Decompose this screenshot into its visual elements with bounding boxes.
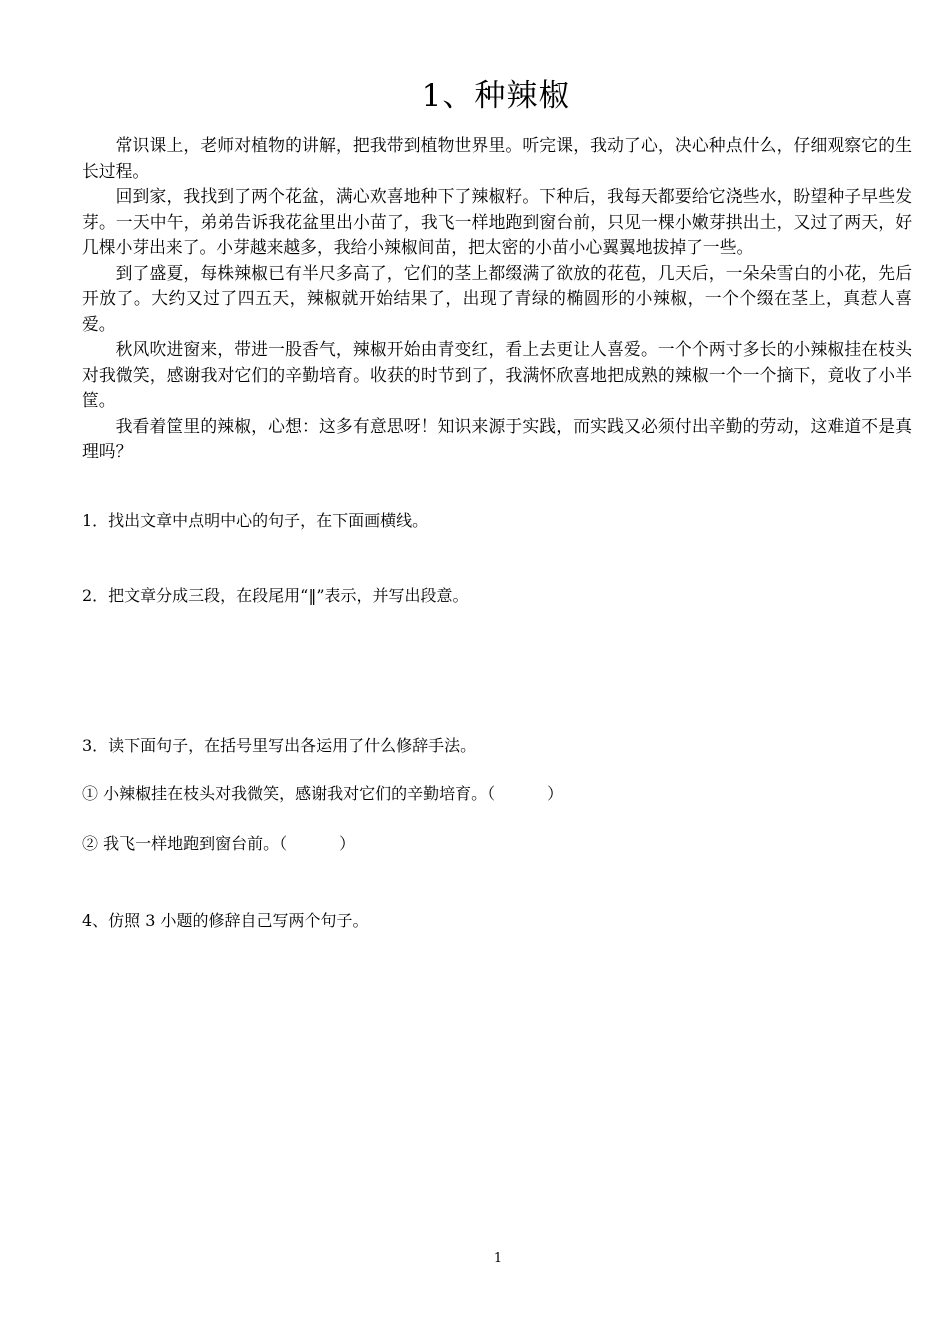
page-title: 1、种辣椒 [421,78,571,114]
question-1: 1．找出文章中点明中心的句子，在下面画横线。 [82,511,429,530]
sentence-1-close: ） [547,784,564,803]
question-4: 4、仿照 3 小题的修辞自己写两个句子。 [82,911,369,930]
sentence-2-close: ） [339,834,356,853]
page-number: 1 [493,1251,503,1266]
article-paragraph: 回到家，我找到了两个花盆，满心欢喜地种下了辣椒籽。下种后，我每天都要给它浇些水，盼望种子早些发芽。一天中午，弟弟告诉我花盆里出小苗了，我飞一样地跑到窗台前，只见一棵小嫩芽拱出土，又过了两天，好几棵小芽出来了。小芽越来越多，我给小辣椒间苗，把太密的小苗小心翼翼地拔掉了一些。 [82,186,912,257]
article-body [82,133,912,465]
article-paragraph: 我看着筐里的辣椒，心想：这多有意思呀！知识来源于实践，而实践又必须付出辛勤的劳动，这难道不是真理吗？ [82,415,912,461]
question-3-sentence-1 [82,782,912,806]
question-3-sentence-2 [82,832,912,856]
article-paragraph: 秋风吹进窗来，带进一股香气，辣椒开始由青变红，看上去更让人喜爱。一个个两寸多长的小辣椒挂在枝头对我微笑，感谢我对它们的辛勤培育。收获的时节到了，我满怀欣喜地把成熟的辣椒一个一个摘下，竟收了小半筐。 [82,339,912,410]
article-paragraph: 到了盛夏，每株辣椒已有半尺多高了，它们的茎上都缀满了欲放的花苞，几天后，一朵朵雪白的小花，先后开放了。大约又过了四五天，辣椒就开始结果了，出现了青绿的椭圆形的小辣椒，一个个缀在茎上，真惹人喜爱。 [82,262,912,334]
sentence-1-text: ① 小辣椒挂在枝头对我微笑，感谢我对它们的辛勤培育。（ [82,784,496,803]
question-3: 3．读下面句子，在括号里写出各运用了什么修辞手法。 [82,736,477,755]
question-2: 2．把文章分成三段，在段尾用“‖”表示，并写出段意。 [82,586,469,605]
sentence-2-text: ② 我飞一样地跑到窗台前。（ [82,834,288,853]
article-paragraph: 常识课上，老师对植物的讲解，把我带到植物世界里。听完课，我动了心，决心种点什么，仔细观察它的生长过程。 [82,135,912,181]
